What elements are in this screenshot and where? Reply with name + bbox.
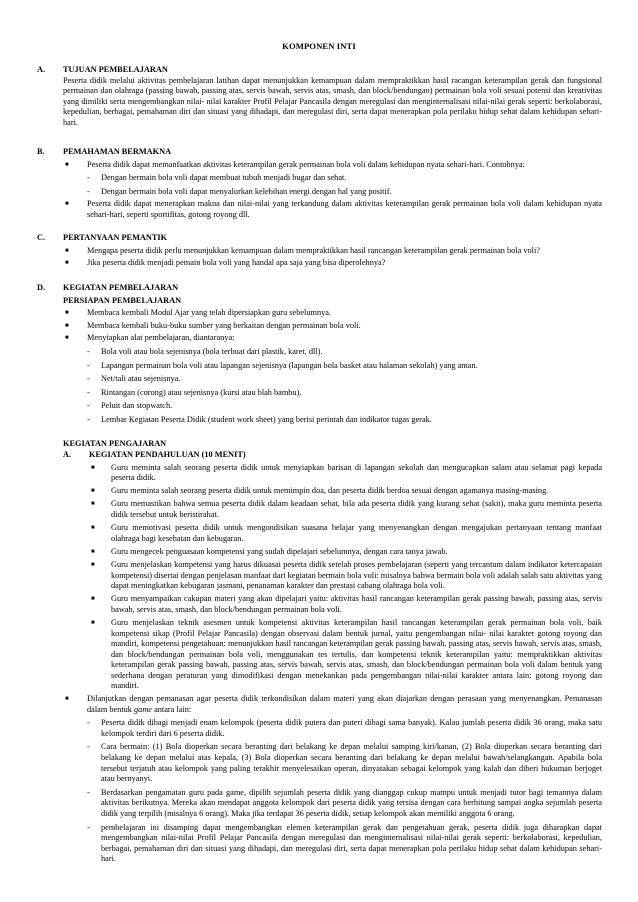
- list-item: [37, 547, 602, 558]
- list-item-text: Berdasarkan pengamatan guru pada game, dipilih sejumlah peserta didik yang dianggap cukup mampu untuk menjadi tutor bagi temannya dalam aktivitas berikutnya. Mereka akan mendapat anggota kelompok dari peserta didik yang tersisa dengan cara berhitung sampai angka sejumlah peserta didik yang terpilih (misalnya 6 orang). Maka jika terdapat 36 peserta didik, setiap kelompok akan memiliki anggota 6 orang.: [101, 787, 602, 818]
- list-item: [37, 415, 602, 426]
- list-item-text: Bola voli atau bola sejenisnya (bola terbuat dari plastik, karet, dll).: [101, 346, 323, 356]
- page-title: KOMPONEN INTI: [282, 41, 356, 51]
- section-heading: [37, 283, 602, 294]
- list-item: [37, 361, 602, 372]
- list-item-text: Peserta didik dapat menerapkan makna dan nilai-nilai yang terkandung dalam aktivitas keterampilan gerak permainan bola voli dalam kehidupan nyata sehari-hari, seperti sportifitas, gotong royong dll.: [87, 199, 602, 219]
- list-item: [37, 788, 602, 820]
- list-item: [37, 523, 602, 544]
- dash-marker: -: [87, 186, 90, 196]
- list-item-text: Dengan bermain bola voli dapat membuat tubuh menjadi bugar dan sehat.: [101, 173, 347, 183]
- dash-marker: -: [87, 822, 90, 832]
- list-item: [37, 694, 602, 715]
- dash-marker: -: [87, 374, 90, 384]
- list-item-text: Membaca kembali Modul Ajar yang telah dipersiapkan guru sebelumnya.: [87, 308, 331, 318]
- bullet-icon: ■: [91, 548, 95, 555]
- list-item: [37, 463, 602, 484]
- section-tujuan: [37, 65, 602, 129]
- list-item-text: Guru menjelaskan teknik asesmen untuk kompetensi aktivitas keterampilan hasil rancangan keterampilan gerak permainan bola voli, baik kompetensi sikap (Profil Pelajar Pancasila) dengan observasi dalam bentuk jurnal, yaitu pengembangan nilai- nilai karakter gotong royong dan mandiri, kompetensi pengetahuan: menunjukkan hasil rancangan keterampilan gerak passing bawah, passing atas, servis bawah, servis atas, smash, dan block/bendungan permainan bola voli, menggunakan tes tertulis, dan kompetensi teknik keterampilan yaitu: mempraktikkan aktivitas keterampilan gerak passing bawah, passing atas, servis bawah, servis atas, smash, dan block/bendungan permainan bola voli dalam bentuk yang sederhana dengan peraturan yang dimodifikasi dengan menekankan pada pengembangan nilai-nilai karakter antara lain: gotong royong dan mandiri.: [111, 617, 602, 691]
- bullet-icon: ■: [65, 310, 69, 317]
- list-item-text: Rintangan (corong) atau sejenisnya (kursi atau blah bambu).: [101, 387, 302, 397]
- list-item: [37, 333, 602, 344]
- list-item-text: Cara bermain: (1) Bola dioperkan secara beranting dari belakang ke depan melalui samping kiri/kanan, (2) Bola dioperkan secara beranting dari belakang ke depan melalui atas kepala, (3) Bola dioperkan secara beranting dari belakang ke depan melalui bawah/selangkangan. Apabila bola tersebut terjatuh atau kelompok yang paling terakhir menyelesaikan operan, dinyatakan sebagai kelompok yang kalah dan diberi hukuman berjoget atau bernyanyi.: [101, 742, 602, 784]
- bullet-icon: ■: [91, 619, 95, 626]
- list-item-text: Peserta didik dibagi menjadi enam kelompok (peserta didik putera dan puteri dibagi sama banyak). Kalau jumlah peserta didik 36 orang, maka satu kelompok terdiri dari 6 peserta didik.: [101, 718, 602, 738]
- list-item: [37, 560, 602, 592]
- section-letter: A.: [37, 65, 46, 74]
- list-item: [37, 618, 602, 692]
- list-item-text: pembelajaran ini disamping dapat mengembangkan elemen keterampilan gerak dan pengetahuan gerak, peserta didik juga diharapkan dapat mengembangkan nilai-nilai Profil Pelajar Pancasila dengan meregulasi dan menginternalisasi nilai-nilai gerak seperti: berkolaborasi, kepedulian, berbagai, pemahaman diri dan situasi yang dihadapi, dan meregulasi diri, serta dapat menerapkan pola perilaku hidup sehat dalam kehidupan sehari-hari.: [101, 822, 602, 864]
- section-pengajaran: [37, 439, 602, 865]
- list-item: [37, 187, 602, 198]
- section-title: PEMAHAMAN BERMAKNA: [63, 147, 172, 156]
- dash-marker: -: [87, 787, 90, 797]
- section-heading: [37, 147, 602, 158]
- persiapan-heading: PERSIAPAN PEMBELAJARAN: [63, 295, 182, 305]
- section-pemahaman: [37, 147, 602, 221]
- list-item: [37, 173, 602, 184]
- list-item-text: Peluit dan stopwatch.: [101, 401, 173, 411]
- list-item-text: Guru memastikan bahwa semua peserta didik dalam keadaan sehat, bila ada peserta didik yang kurang sehat (sakit), maka guru meminta peserta didik tersebut untuk beristirahat.: [111, 499, 602, 520]
- section-heading: [37, 65, 602, 76]
- subsection-title: KEGIATAN PENDAHULUAN (10 MENIT): [89, 449, 246, 459]
- dash-marker: -: [87, 387, 90, 397]
- dash-marker: -: [87, 173, 90, 183]
- game-intro-text: [87, 694, 602, 715]
- list-item: [37, 823, 602, 865]
- list-item-text: Membaca kembali buku-buku sumber yang berkaitan dengan permainan bola voli.: [87, 320, 361, 330]
- list-item: [37, 594, 602, 615]
- list-item: [37, 258, 602, 269]
- section-title: PERTANYAAN PEMANTIK: [63, 233, 168, 242]
- pengajaran-heading: KEGIATAN PENGAJARAN: [63, 439, 167, 448]
- list-item-text: Menyiapkan alat pembelajaran, diantaranya:: [87, 333, 235, 343]
- bullet-icon: ■: [91, 561, 95, 568]
- bullet-icon: ■: [91, 501, 95, 508]
- list-item: [37, 486, 602, 497]
- dash-marker: -: [87, 718, 90, 728]
- bullet-icon: ■: [65, 335, 69, 342]
- bullet-icon: ■: [65, 260, 69, 267]
- dash-marker: -: [87, 414, 90, 424]
- bullet-icon: ■: [65, 696, 69, 703]
- section-kegiatan: [37, 283, 602, 426]
- dash-marker: -: [87, 360, 90, 370]
- list-item-text: Guru meminta salah seorang peserta didik untuk menyiapkan barisan di lapangan sekolah dan mengucapkan salam atau selamat pagi kepada peserta didik.: [111, 462, 602, 483]
- list-item: [37, 246, 602, 257]
- bullet-icon: ■: [91, 464, 95, 471]
- list-item-text: Lapangan permainan bola voli atau lapangan sejenisnya (lapangan bola basket atau halaman sekolah) yang aman.: [101, 360, 478, 370]
- list-item-text: Guru mengecek penguasaan kompetensi yang sudah dipelajari sebelumnya, dengan cara tanya jawab.: [111, 546, 448, 556]
- list-item: [37, 199, 602, 220]
- list-item: [37, 321, 602, 332]
- game-intro-part2: antara lain:: [152, 704, 192, 714]
- game-intro-italic: game: [134, 704, 152, 714]
- bullet-icon: ■: [65, 322, 69, 329]
- list-item-text: Dengan bermain bola voli dapat menyalurkan kelebihan energi dengan hal yang positif.: [101, 186, 392, 196]
- tujuan-paragraph: Peserta didik melalui aktivitas pembelajaran latihan dapat menunjukkan kemampuan dalam mempraktikkan hasil racangan keterampilan gerak dan fungsional permainan dan olahraga (passing bawah, passing atas, servis bawah, servis atas, smash, dan block/bendungan) permainan bola voli sesuai potensi dan kreativitas yang dimiliki serta mengembangkan nilai- nilai karakter Profil Pelajar Pancasila dengan meregulasi dan menginternalisasi nilai-nilai gerak seperti: berkolaborasi, kepedulian, berbagai, pemahaman diri dan situasi yang dihadapi, dan meregulasi diri, serta dapat menerapkan pola perilaku hidup sehat dalam kehidupan sehari-hari.: [63, 75, 602, 127]
- section-letter: D.: [37, 283, 46, 292]
- list-item: [37, 718, 602, 739]
- dash-marker: -: [87, 401, 90, 411]
- list-item: [37, 401, 602, 412]
- bullet-icon: ■: [65, 161, 69, 168]
- list-item: [37, 742, 602, 784]
- bullet-icon: ■: [91, 525, 95, 532]
- list-item: [37, 388, 602, 399]
- section-title: KEGIATAN PEMBELAJARAN: [63, 283, 179, 292]
- bullet-icon: ■: [91, 488, 95, 495]
- pendahuluan-heading: [37, 450, 602, 461]
- game-intro-part1: Dilanjutkan dengan pemanasan agar peserta didik terkondisikan dalam materi yang akan diajarkan dengan perasaan yang menyenangkan. Pemanasan dalam bentuk: [87, 694, 602, 714]
- bullet-icon: ■: [65, 201, 69, 208]
- subsection-letter: A.: [63, 449, 72, 459]
- list-item-text: Mengapa peserta didik perlu menunjukkan kemampuan dalam mempraktikkan hasil rancangan keterampilan gerak permainan bola voli?: [87, 245, 540, 255]
- list-item-text: Guru memotivasi peserta didik untuk mengondisikan suasana belajar yang menyenangkan dengan mengajukan pertanyaan tentang manfaat olahraga bagi kesehatan dan kebugaran.: [111, 523, 602, 543]
- section-pertanyaan: [37, 233, 602, 269]
- list-item-text: Guru menyampaikan cakupan materi yang akan dipelajari yaitu: aktivitas hasil rancangan keterampilan gerak passing bawah, passing atas, servis bawah, servis atas, smash, dan block/bendungan permainan bola voli.: [111, 594, 602, 614]
- dash-marker: -: [87, 346, 90, 356]
- list-item-text: Guru menjelaskan kompetensi yang harus dikuasai peserta didik setelah proses pembelajaran (seperti yang tercantum dalam indikator ketercapaian kompetensi) disertai dengan penjelasan manfaat dari kegiatan bermain bola voli: misalnya bahwa bermain bola voli adalah salah satu aktivitas yang dapat meningkatkan kebugaran jasmani, penanaman karakter dan prestasi cabang olahraga bola voli.: [111, 559, 602, 591]
- list-item-text: Lembar Kegiatan Peserta Didik (student work sheet) yang berisi perintah dan indikator tugas gerak.: [101, 414, 432, 424]
- list-item-text: Peserta didik dapat memanfaatkan aktivitas keterampilan gerak permainan bola voli dalam kehidupan nyata sehari-hari. Contohnya:: [87, 159, 525, 169]
- section-heading: [37, 233, 602, 244]
- dash-marker: -: [87, 742, 90, 752]
- bullet-icon: ■: [65, 247, 69, 254]
- list-item: [37, 347, 602, 358]
- list-item-text: Jika peserta didik menjadi pemain bola voli yang handal apa saja yang bisa diperolehnya?: [87, 258, 386, 268]
- bullet-icon: ■: [91, 596, 95, 603]
- list-item: [37, 308, 602, 319]
- section-letter: B.: [37, 147, 45, 156]
- list-item-text: Guru meminta salah seorang peserta didik untuk memimpin doa, dan peserta didik berdoa sesuai dengan agamanya masing-masing.: [111, 486, 549, 496]
- list-item: [37, 374, 602, 385]
- list-item: [37, 160, 602, 171]
- section-title: TUJUAN PEMBELAJARAN: [63, 65, 168, 74]
- section-letter: C.: [37, 233, 46, 242]
- list-item: [37, 499, 602, 520]
- list-item-text: Net/tali atau sejenisnya.: [101, 374, 181, 384]
